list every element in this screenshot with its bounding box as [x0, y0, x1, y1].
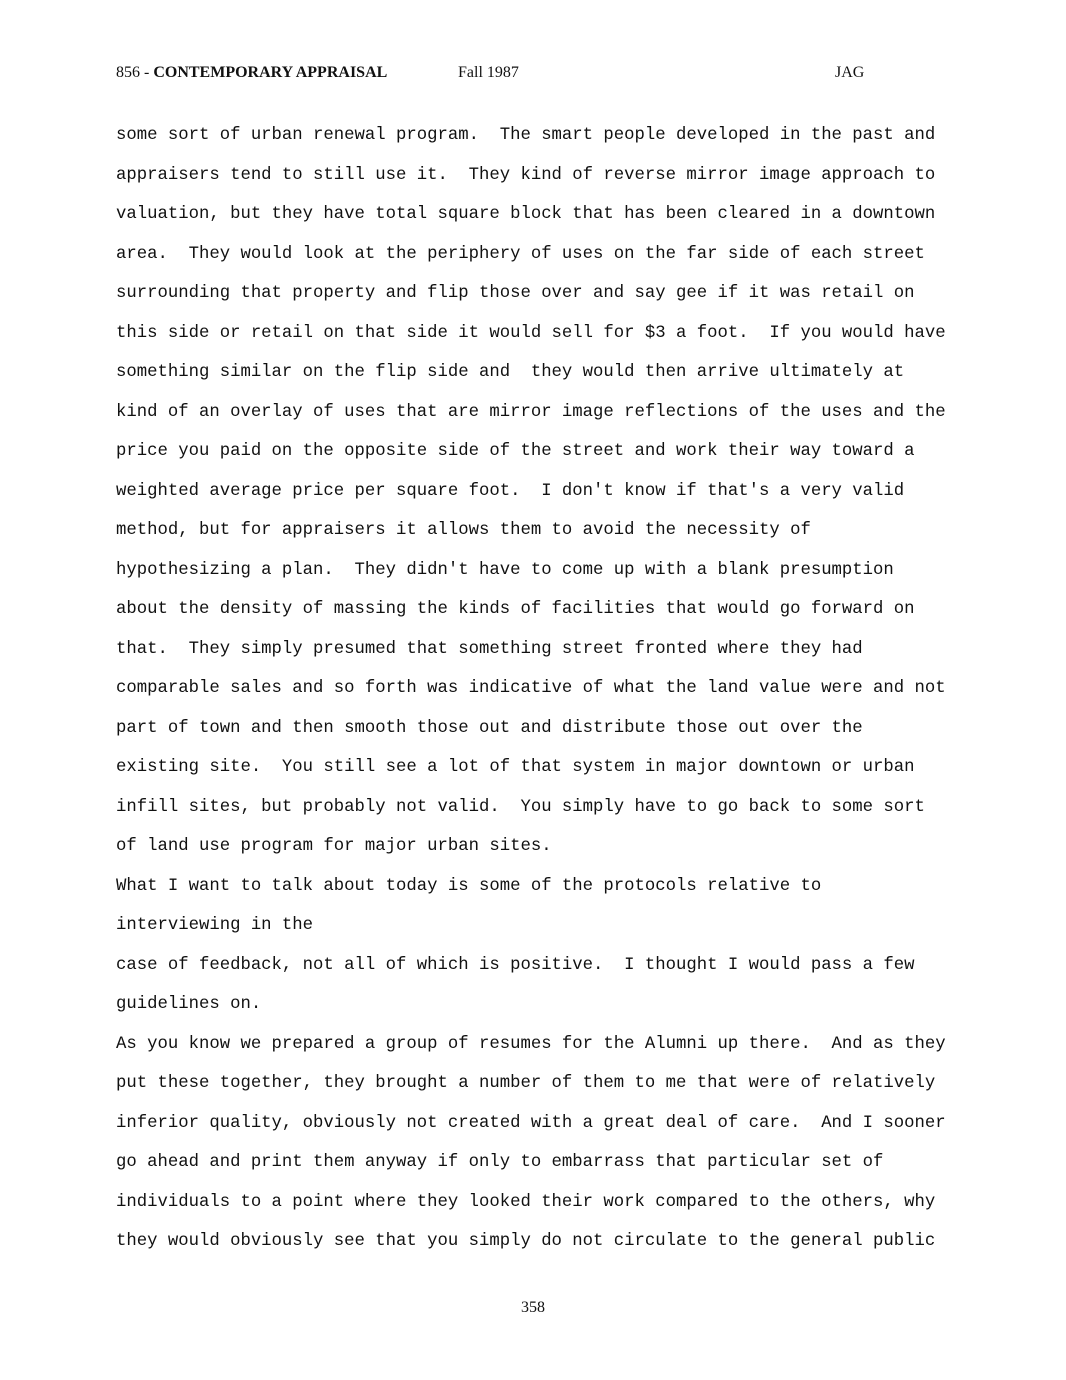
text-line: about the density of massing the kinds of facilities that would go forward on — [116, 600, 915, 619]
text-line: some sort of urban renewal program. The smart people developed in the past and — [116, 126, 936, 145]
text-line: hypothesizing a plan. They didn't have to come up with a blank presumption — [116, 560, 894, 580]
text-line: of land use program for major urban sites. — [116, 837, 552, 856]
text-line: infill sites, but probably not valid. You simply have to go back to some sort — [116, 797, 925, 817]
course-heading — [116, 62, 387, 84]
text-line: existing site. You still see a lot of that system in major downtown or urban — [116, 758, 915, 777]
term-label: Fall 1987 — [458, 64, 519, 81]
text-line: guidelines on. — [116, 995, 262, 1014]
page-number: 358 — [521, 1299, 545, 1316]
text-line: case of feedback, not all of which is positive. I thought I would pass a few — [116, 955, 915, 975]
text-line: inferior quality, obviously not created with a great deal of care. And I sooner — [116, 1113, 946, 1133]
text-line: this side or retail on that side it would sell for $3 a foot. If you would have — [116, 323, 946, 343]
text-line: appraisers tend to still use it. They kind of reverse mirror image approach to — [116, 165, 936, 185]
text-line: that. They simply presumed that something street fronted where they had — [116, 639, 863, 659]
text-line: individuals to a point where they looked their work compared to the others, why — [116, 1192, 936, 1212]
text-line: valuation, but they have total square block that has been cleared in a downtown — [116, 205, 936, 224]
text-line: weighted average price per square foot. I don't know if that's a very valid — [116, 481, 905, 501]
text-line: go ahead and print them anyway if only to embarrass that particular set of — [116, 1153, 884, 1172]
text-line: something similar on the flip side and they would then arrive ultimately at — [116, 363, 905, 382]
text-line: part of town and then smooth those out and distribute those out over the — [116, 718, 863, 738]
course-title: CONTEMPORARY APPRAISAL — [153, 64, 388, 81]
text-line: surrounding that property and flip those over and say gee if it was retail on — [116, 284, 915, 303]
transcript-body — [116, 116, 976, 1262]
text-line: price you paid on the opposite side of the street and work their way toward a — [116, 442, 915, 461]
course-code: 856 - — [116, 64, 154, 81]
author-initials: JAG — [835, 64, 865, 81]
text-line: area. They would look at the periphery of uses on the far side of each street — [116, 244, 925, 264]
text-line: What I want to talk about today is some of the protocols relative to — [116, 876, 822, 896]
text-line: As you know we prepared a group of resumes for the Alumni up there. And as they — [116, 1034, 946, 1054]
text-line: put these together, they brought a number of them to me that were of relatively — [116, 1074, 936, 1093]
page-header — [116, 62, 876, 84]
text-line: method, but for appraisers it allows them to avoid the necessity of — [116, 521, 811, 540]
text-line: kind of an overlay of uses that are mirror image reflections of the uses and the — [116, 402, 946, 422]
text-line: they would obviously see that you simply do not circulate to the general public — [116, 1232, 936, 1251]
text-line: interviewing in the — [116, 916, 314, 935]
text-line: comparable sales and so forth was indicative of what the land value were and not — [116, 679, 946, 698]
